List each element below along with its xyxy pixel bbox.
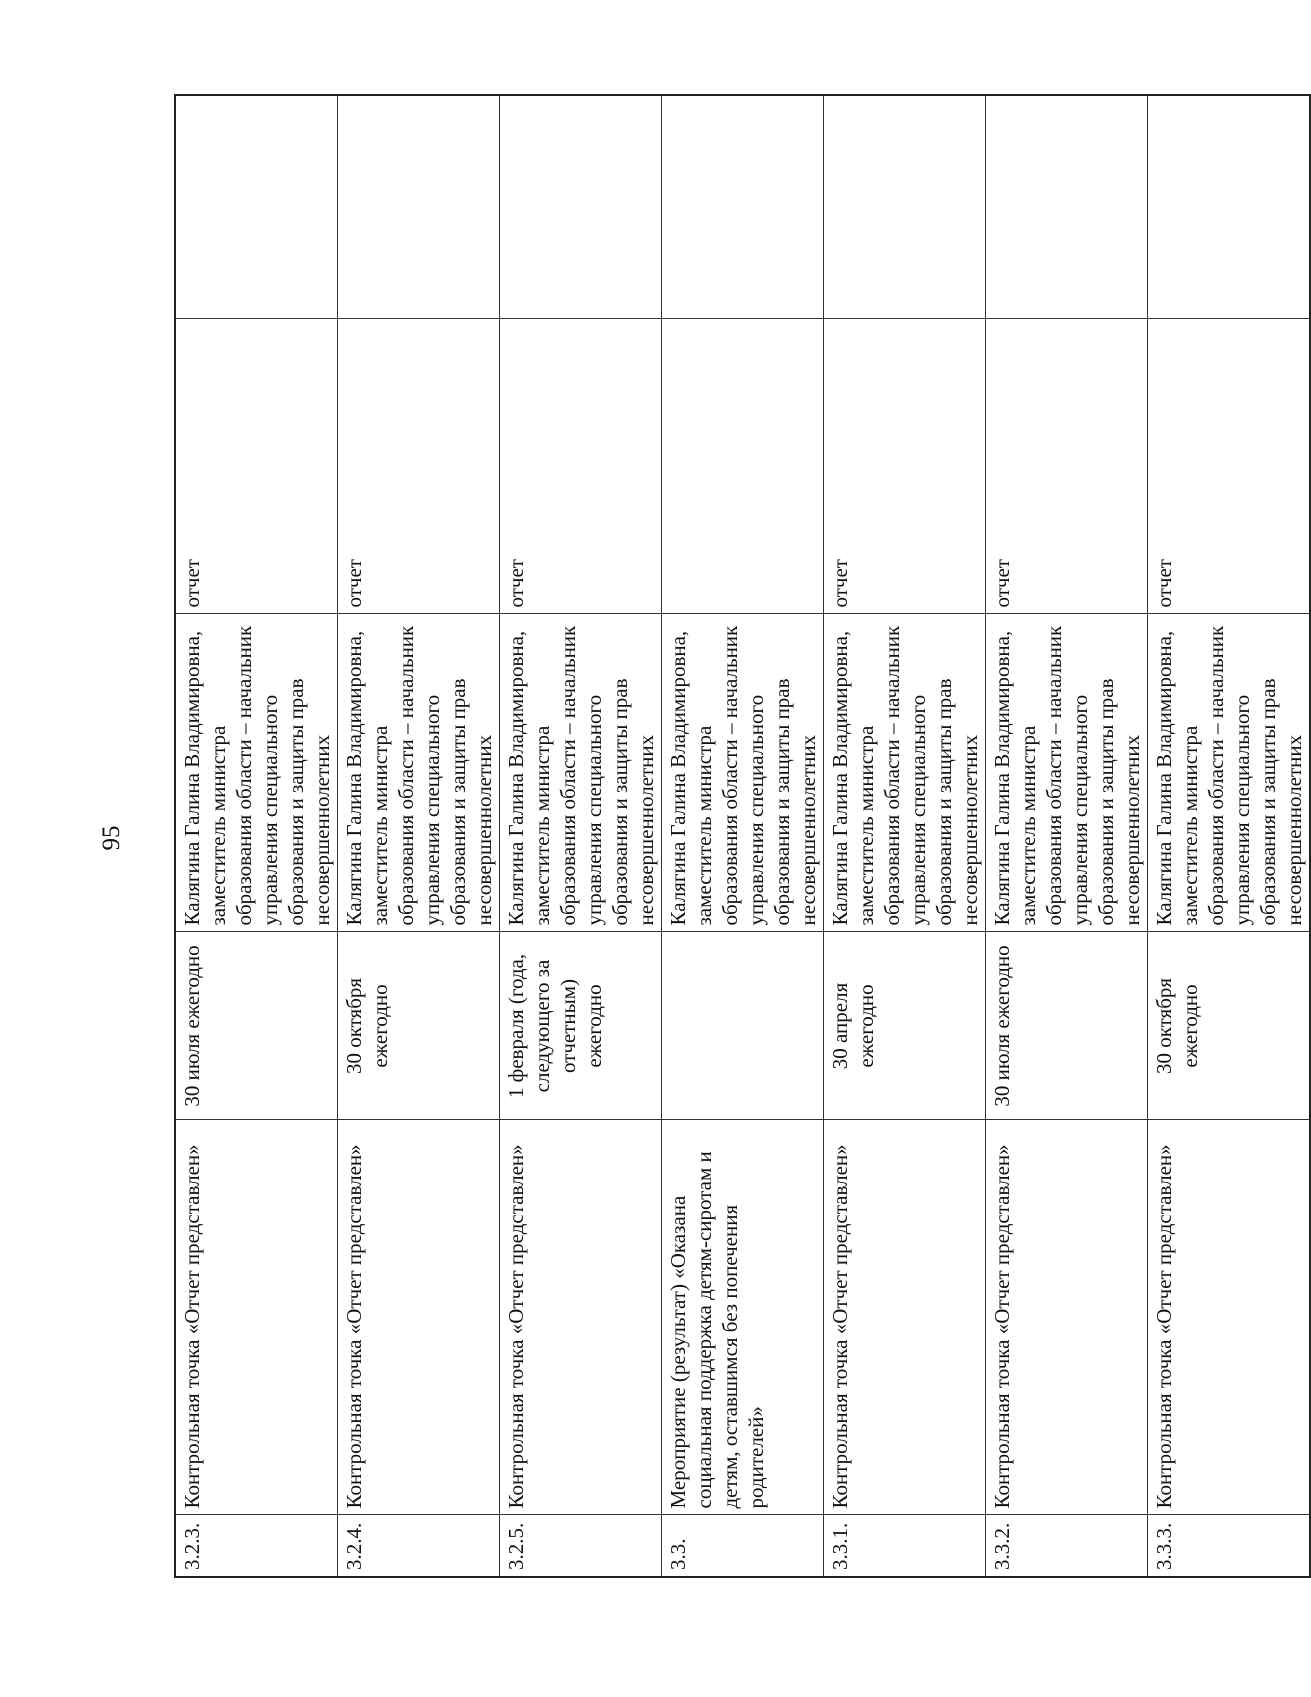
row-extra (824, 95, 986, 319)
row-responsible: Калягина Галина Владимировна, заместитель министра образования области – начальник управления специального образования и защиты прав несовершеннолетних (175, 614, 338, 932)
row-date: 30 октября ежегодно (1148, 932, 1311, 1120)
row-responsible: Калягина Галина Владимировна, заместитель министра образования области – начальник управления специального образования и защиты прав несовершеннолетних (500, 614, 662, 932)
row-date: 30 октября ежегодно (338, 932, 500, 1120)
control-points-table (174, 94, 1311, 1578)
row-date: 30 июля ежегодно (175, 932, 338, 1120)
row-document-type: отчет (175, 319, 338, 614)
row-responsible: Калягина Галина Владимировна, заместитель министра образования области – начальник управления специального образования и защиты прав несовершеннолетних (1148, 614, 1311, 932)
table-row (1148, 95, 1311, 1577)
table-row (338, 95, 500, 1577)
row-document-type: отчет (986, 319, 1148, 614)
table-row (986, 95, 1148, 1577)
row-date (662, 932, 824, 1120)
row-document-type (662, 319, 824, 614)
row-extra (986, 95, 1148, 319)
row-extra (338, 95, 500, 319)
row-number: 3.2.3. (175, 1515, 338, 1577)
table-row (824, 95, 986, 1577)
row-responsible: Калягина Галина Владимировна, заместитель министра образования области – начальник управления специального образования и защиты прав несовершеннолетних (662, 614, 824, 932)
row-number: 3.3.2. (986, 1515, 1148, 1577)
row-document-type: отчет (500, 319, 662, 614)
table-row (662, 95, 824, 1577)
row-number: 3.3.1. (824, 1515, 986, 1577)
row-responsible: Калягина Галина Владимировна, заместитель министра образования области – начальник управления специального образования и защиты прав несовершеннолетних (824, 614, 986, 932)
row-number: 3.2.5. (500, 1515, 662, 1577)
row-name: Контрольная точка «Отчет представлен» (986, 1120, 1148, 1515)
row-number: 3.2.4. (338, 1515, 500, 1577)
table-row (175, 95, 338, 1577)
row-date: 30 июля ежегодно (986, 932, 1148, 1120)
row-document-type: отчет (338, 319, 500, 614)
row-document-type: отчет (1148, 319, 1311, 614)
row-name: Контрольная точка «Отчет представлен» (500, 1120, 662, 1515)
row-extra (662, 95, 824, 319)
row-name: Контрольная точка «Отчет представлен» (824, 1120, 986, 1515)
row-extra (500, 95, 662, 319)
row-name: Контрольная точка «Отчет представлен» (1148, 1120, 1311, 1515)
page-number: 95 (98, 825, 125, 851)
row-responsible: Калягина Галина Владимировна, заместитель министра образования области – начальник управления специального образования и защиты прав несовершеннолетних (338, 614, 500, 932)
row-number: 3.3. (662, 1515, 824, 1577)
row-document-type: отчет (824, 319, 986, 614)
rotated-table-container (174, 96, 1306, 1578)
row-name: Контрольная точка «Отчет представлен» (175, 1120, 338, 1515)
row-number: 3.3.3. (1148, 1515, 1311, 1577)
row-name: Контрольная точка «Отчет представлен» (338, 1120, 500, 1515)
row-extra (1148, 95, 1311, 319)
row-name: Мероприятие (результат) «Оказана социальная поддержка детям-сиротам и детям, оставшимся без попечения родителей» (662, 1120, 824, 1515)
row-date: 1 февраля (года, следующего за отчетным) ежегодно (500, 932, 662, 1120)
row-extra (175, 95, 338, 319)
row-responsible: Калягина Галина Владимировна, заместитель министра образования области – начальник управления специального образования и защиты прав несовершеннолетних (986, 614, 1148, 932)
table-row (500, 95, 662, 1577)
row-date: 30 апреля ежегодно (824, 932, 986, 1120)
